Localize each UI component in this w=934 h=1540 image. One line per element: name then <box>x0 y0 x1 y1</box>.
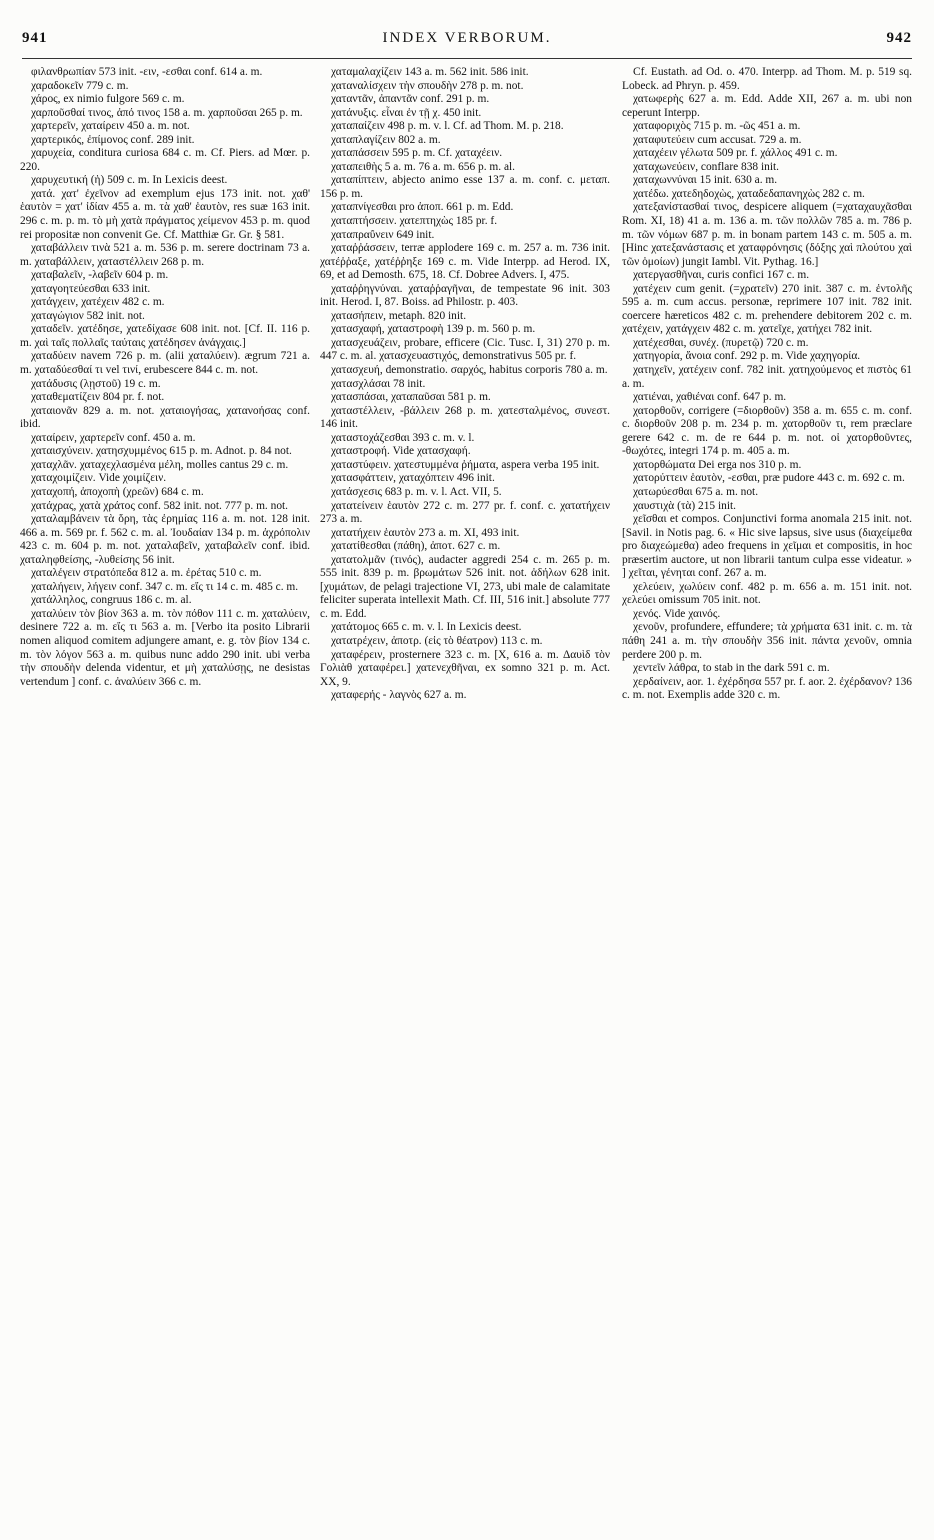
index-entry: χαταχωννύναι 15 init. 630 a. m. <box>633 174 778 187</box>
page-number-right: 942 <box>886 30 912 46</box>
index-entry: χαυστιχὰ (τὰ) 215 init. <box>633 499 737 512</box>
index-entry: χατατολμᾶν (τινός), audacter aggredi 254 c. m. 265 p. m. 555 init. 839 p. m. βρωμάτων 526 init. not. ἀδήλων 628 init. [χυμάτων, de pelagi trajectione VI, 273, ubi male de calamitate feliciter superata intellexit Math. Cf. III, 516 init.] absolute 777 c. m. Edd. <box>320 553 610 620</box>
index-entry: χαταστύφειν. χατεστυμμένα ῥήματα, aspera verba 195 init. <box>331 458 600 471</box>
index-entry: χατορύττειν ἑαυτὸν, -εσθαι, præ pudore 443 c. m. 692 c. m. <box>633 472 905 485</box>
index-entry: χαταναλίσχειν τὴν σπουδὴν 278 p. m. not. <box>331 79 524 92</box>
index-entry: χαταπίπτειν, abjecto animo esse 137 a. m. conf. c. μεταπ. 156 p. m. <box>320 174 610 200</box>
index-entry: χατασχλάσαι 78 init. <box>331 377 426 390</box>
index-entry: χατεξανίστασθαί τινος, despicere aliquem (=χαταχαυχᾶσθαι Rom. XI, 18) 41 a. m. 136 a. m. τῶν πολλῶν 785 a. m. 786 p. m. τῶν νόμων 687 p. m. in bonam partem 143 c. m. 505 a. m. [Hinc χατεξανάστασις et χαταφρόνησις (δόξης χαὶ πλούτου χαὶ τῶν ὁμοίων) jungit Iambl. Vit. Pythag. 16.] <box>622 201 912 268</box>
index-entry: χατάλληλος, congruus 186 c. m. al. <box>31 594 192 607</box>
index-entry: χαταίρειν, χαρτερεῖν conf. 450 a. m. <box>31 431 196 444</box>
index-entry: χατατήχειν ἑαυτὸν 273 a. m. XI, 493 init. <box>331 526 520 539</box>
index-entry: χατιέναι, χαθιέναι conf. 647 p. m. <box>633 391 787 404</box>
index-entry: χαταπάσσειν 595 p. m. Cf. χαταχέειν. <box>331 147 503 160</box>
index-entry: χαταλήγειν, λήγειν conf. 347 c. m. εἴς τι 14 c. m. 485 c. m. <box>31 580 299 593</box>
index-entry: χαταφερής - λαγνὸς 627 a. m. <box>331 689 467 702</box>
index-entry: χενός. Vide χαινός. <box>633 607 721 620</box>
index-entry: χατέχεσθαι, συνέχ. (πυρετῷ) 720 c. m. <box>633 336 809 349</box>
index-entry: χατεργασθῆναι, curis confici 167 c. m. <box>633 269 810 282</box>
index-entry: χατωφερὴς 627 a. m. Edd. Adde XII, 267 a. m. ubi non ceperunt Interpp. <box>622 93 912 119</box>
index-entry: χαταπλαγίζειν 802 a. m. <box>331 133 441 146</box>
index-entry: χενοῦν, profundere, effundere; τὰ χρήματα 631 init. c. m. τὰ πάθη 241 a. m. τὴν σπουδὴν 356 init. πάντα χενοῦν, omnia perdere 200 p. m. <box>622 621 912 661</box>
index-entry: χαρποῦσθαί τινος, ἀπό τινος 158 a. m. χαρποῦσαι 265 p. m. <box>31 106 303 119</box>
index-entry: χαταπνίγεσθαι pro ἀποπ. 661 p. m. Edd. <box>331 201 514 214</box>
index-entry: χεῖσθαι et compos. Conjunctivi forma anomala 215 init. not. [Savil. in Notis pag. 6. « Hic sive lapsus, sive usus (διαχείμεθα pro διαχεώμεθα) adeo frequens in χεῖμαι et compositis, in hoc præsertim auctore, ut non librarii tantum culpa esse videatur. » ] χεῖται, γένηται conf. 267 a. m. <box>622 513 912 580</box>
index-entry: χαταβαλεῖν, -λαβεῖν 604 p. m. <box>31 269 169 282</box>
index-entry: χαταδεῖν. χατέδησε, χατεδίχασε 608 init. not. [Cf. II. 116 p. m. χαὶ ταῖς πολλαῖς ταύταις χατέδησεν ἀνάγχαις.] <box>20 323 310 349</box>
index-entry: χερδαίνειν, aor. 1. ἐχέρδησα 557 pr. f. aor. 2. ἐχέρδανον? 136 c. m. not. Exemplis adde 320 c. m. <box>622 675 912 702</box>
index-entry: χατορθώματα Dei erga nos 310 p. m. <box>633 458 802 471</box>
index-entry: χατάσχεσις 683 p. m. v. l. Act. VII, 5. <box>331 485 502 498</box>
index-entry: χατατείνειν ἑαυτὸν 272 c. m. 277 pr. f. conf. c. χατατήχειν 273 a. m. <box>320 499 610 526</box>
index-entry: χατέδω. χατεδηδοχὼς, χαταδεδαπανηχὼς 282 c. m. <box>633 187 865 200</box>
index-entry: χατάδυσις (λῃστοῦ) 19 c. m. <box>31 377 161 390</box>
index-entry: χαταδύειν navem 726 p. m. (alii χαταλύειν). ægrum 721 a. m. χαταδύεσθαί τι vel τινί, erubescere 844 c. m. not. <box>20 350 310 377</box>
index-entry: χατασχευάζειν, probare, efficere (Cic. Tusc. I, 31) 270 p. m. 447 c. m. al. χατασχευαστιχός, demonstrativus 505 pr. f. <box>320 336 610 363</box>
index-entry: χαταπτήσσειν. χατεπτηχὼς 185 pr. f. <box>331 215 498 228</box>
index-entry: χαταφέρειν, prosternere 323 c. m. [X, 616 a. m. Δαυὶδ τὸν Γολιὰθ χαταφέρει.] χατενεχθῆναι, ex somno 321 p. m. Act. XX, 9. <box>320 648 610 688</box>
index-entry: χαταστέλλειν, -βάλλειν 268 p. m. χατεσταλμένος, συνεστ. 146 init. <box>320 404 610 431</box>
index-entry: χαρυχεία, conditura curiosa 684 c. m. Cf. Piers. ad Mœr. p. 220. <box>20 147 310 173</box>
index-entry: χατηχεῖν, χατέχειν conf. 782 init. χατηχούμενος et πιστὸς 61 a. m. <box>622 364 912 390</box>
index-entry: χαταμαλαχίζειν 143 a. m. 562 init. 586 init. <box>331 66 529 78</box>
index-column-2 <box>320 66 610 1528</box>
index-entry: χαταντᾶν, ἀπαντᾶν conf. 291 p. m. <box>331 93 490 106</box>
index-entry: χαταστροφή. Vide χατασχαφή. <box>331 445 471 458</box>
index-entry: χαταχωνεύειν, conflare 838 init. <box>633 160 780 173</box>
index-entry: χατασχαφή, χαταστροφὴ 139 p. m. 560 p. m. <box>331 323 536 336</box>
index-entry: χαταπραΰνειν 649 init. <box>331 228 435 241</box>
index-entry: χατασπάσαι, χαταπαῦσαι 581 p. m. <box>331 391 491 404</box>
index-entry: χαταχοπή, ἀποχοπὴ (χρεῶν) 684 c. m. <box>31 485 204 498</box>
index-entry: χάρος, ex nimio fulgore 569 c. m. <box>31 93 185 106</box>
index-entry: χαρυχευτική (ἡ) 509 c. m. In Lexicis deest. <box>31 174 228 187</box>
index-entry: Cf. Eustath. ad Od. ο. 470. Interpp. ad Thom. M. p. 519 sq. Lobeck. ad Phryn. p. 459. <box>622 66 912 92</box>
index-entry: χαταθεματίζειν 804 pr. f. not. <box>31 391 165 404</box>
index-entry: χεντεῖν λάθρα, to stab in the dark 591 c. m. <box>633 662 830 675</box>
index-entry: χατάγχειν, χατέχειν 482 c. m. <box>31 296 165 309</box>
index-entry: χαταλαμβάνειν τὰ ὄρη, τὰς ἐρημίας 116 a. m. not. 128 init. 466 a. m. 569 pr. f. 562 c. m. al. Ἰουδαίαν 134 p. m. ἀχρόπολιν 423 c. m. 604 p. m. not. χαταλαβεῖν, χαταβαλεῖν conf. ibid. χαταληφθείσης, -λυθείσης 56 init. <box>20 513 310 566</box>
index-entry: φιλανθρωπίαν 573 init. -ειν, -εσθαι conf. 614 a. m. <box>31 66 263 78</box>
index-entry: χατά. χατ' ἐχεῖνον ad exemplum ejus 173 init. not. χαθ' ἑαυτὸν = χατ' ἰδίαν 455 a. m. τὰ χαθ' ἑαυτὸν, res suæ 163 init. 296 c. m. p. m. τὸ μὴ χατὰ πράγματος χείμενον 453 p. m. quod rei propositæ non convenit Ge. Cf. Matthiæ Gr. Gr. § 581. <box>20 187 310 241</box>
index-entry: χαταφυτεύειν cum accusat. 729 a. m. <box>633 133 802 146</box>
index-entry: χαταβάλλειν τινὰ 521 a. m. 536 p. m. serere doctrinam 73 a. m. χαταβάλλειν, χαταστέλλειν 268 p. m. <box>20 242 310 268</box>
index-entry: χατασφάττειν, χαταχόπτειν 496 init. <box>331 472 495 485</box>
index-column-1 <box>20 66 310 1528</box>
index-entry: χαταισχύνειν. χατησχυμμένος 615 p. m. Adnot. p. 84 not. <box>31 445 292 458</box>
index-entry: χαρτερικός, ἐπίμονος conf. 289 init. <box>31 133 195 146</box>
index-entry: χελεύειν, χωλύειν conf. 482 p. m. 656 a. m. 151 init. not. χελεύει omissum 705 init. not. <box>622 580 912 607</box>
page-title: INDEX VERBORUM. <box>382 30 552 46</box>
index-entry: χαταλύειν τὸν βίον 363 a. m. τὸν πόθον 111 c. m. χαταλύειν, desinere 722 a. m. εἴς τι 563 a. m. [Verbo ita posito Librarii nomen aliquod comitem adjungere amant, e. g. τὸν βίον 134 c. m. τὸν λόγον 563 a. m. quibus nunc addo 290 init. ubi verba τὴν σπουδὴν delenda videntur, et μὴ χαταλύσῃς, ne desistas vertendum ] conf. c. ἀναλύειν 366 c. m. <box>20 607 310 688</box>
index-entry: χαταχλᾶν. χαταχεχλασμένα μέλη, molles cantus 29 c. m. <box>31 458 289 471</box>
index-entry: χατάχρας, χατὰ χράτος conf. 582 init. not. 777 p. m. not. <box>31 499 289 512</box>
index-entry: χαραδοκεῖν 779 c. m. <box>31 79 129 92</box>
index-column-3 <box>622 66 912 1528</box>
index-entry: χαταλέγειν στρατόπεδα 812 a. m. ἐρέτας 510 c. m. <box>31 567 262 580</box>
index-entry: χατάνυξις. εἶναι ἐν τῇ χ. 450 init. <box>331 106 482 119</box>
index-entry: χατατίθεσθαι (πάθη), ἀποτ. 627 c. m. <box>331 540 501 553</box>
index-entry: χαταφοριχὸς 715 p. m. -ῶς 451 a. m. <box>633 120 801 133</box>
index-entry: χαταχέειν γέλωτα 509 pr. f. χάλλος 491 c. m. <box>633 147 838 160</box>
index-entry: χαταπαίζειν 498 p. m. v. l. Cf. ad Thom. M. p. 218. <box>331 120 564 133</box>
page-number-left: 941 <box>22 30 48 46</box>
index-entry: χαταστοχάζεσθαι 393 c. m. v. l. <box>331 431 475 444</box>
index-entry: χαταπειθὴς 5 a. m. 76 a. m. 656 p. m. al. <box>331 160 516 173</box>
index-entry: χαταχοιμίζειν. Vide χοιμίζειν. <box>31 472 167 485</box>
index-entry: χατορθοῦν, corrigere (=διορθοῦν) 358 a. m. 655 c. m. conf. c. διορθοῦν 208 p. m. 234 p. m. χατορθοῦν τι, rem præclare gerere 642 c. m. de re 644 p. m. not. οἱ χατορθοῦντες, -θωχότες, integri 174 p. m. 405 a. m. <box>622 404 912 458</box>
index-entry: χατασχευή, demonstratio. σαρχός, habitus corporis 780 a. m. <box>331 364 608 377</box>
index-entry: χαρτερεῖν, χαταίρειν 450 a. m. not. <box>31 120 190 133</box>
index-entry: χατηγορία, ἄνοια conf. 292 p. m. Vide χαχηγορία. <box>633 350 861 363</box>
index-entry: χαταγοητεύεσθαι 633 init. <box>31 282 151 295</box>
index-entry: χαταῤῥηγνύναι. χαταῤῥαγῆναι, de tempestate 96 init. 303 init. Herod. I, 87. Boiss. ad Philostr. p. 403. <box>320 282 610 309</box>
index-entry: χαταῤῥάσσειν, terræ applodere 169 c. m. 257 a. m. 736 init. χατέῤῥαξε, χατέῤῥηξε 169 c. m. Vide Interpp. ad Herod. IX, 69, et ad Demosth. 675, 18. Cf. Dobree Advers. I, 475. <box>320 242 610 282</box>
index-entry: χατασήπειν, metaph. 820 init. <box>331 309 467 322</box>
index-entry: χαταγώγιον 582 init. not. <box>31 309 145 322</box>
running-head <box>22 30 912 52</box>
index-entry: χαταιονᾶν 829 a. m. not. χαταιογήσας, χατανοήσας conf. ibid. <box>20 404 310 431</box>
index-entry: χατωρύεσθαι 675 a. m. not. <box>633 485 759 498</box>
index-entry: χατέχειν cum genit. (=χρατεῖν) 270 init. 387 c. m. ἐντολῆς 595 a. m. cum accus. personæ, reprimere 107 init. 782 init. coercere hæreticos 482 c. m. prehendere debitorem 202 c. m. χατέχειν, χατάγχειν 482 c. m. χατεῖχε, χατήχει 782 init. <box>622 282 912 336</box>
index-entry: χατάτομος 665 c. m. v. l. In Lexicis deest. <box>331 621 522 634</box>
index-entry: χατατρέχειν, ἀποτρ. (εἰς τὸ θέατρον) 113 c. m. <box>331 634 543 647</box>
header-rule <box>22 58 912 59</box>
